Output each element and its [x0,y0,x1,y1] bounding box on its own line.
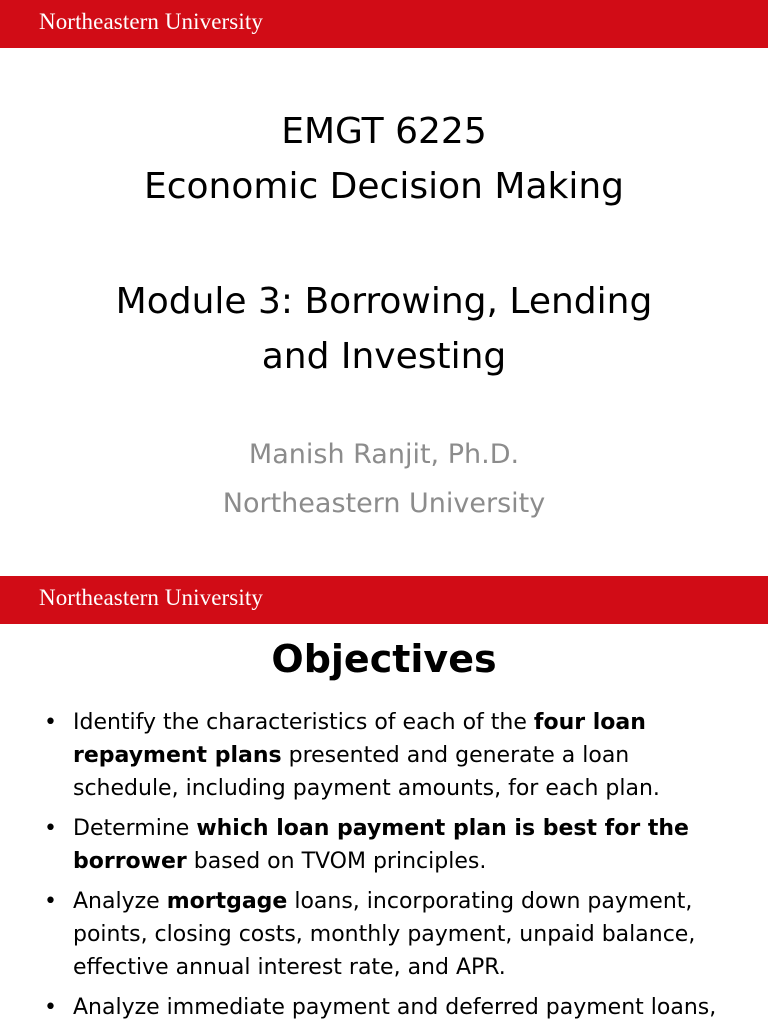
objective-emphasis: which loan payment plan is best for the borrower [73,816,689,874]
university-banner [0,0,768,48]
university-logo: Northeastern University [39,585,263,610]
objective-text: loans, incorporating down payment, points, closing costs, monthly payment, unpaid balance, effective annual interest rate, and APR. [73,889,696,980]
bullet-icon: • [44,995,57,1020]
university-banner [0,576,768,624]
bullet-icon: • [44,710,57,735]
course-name: Economic Decision Making [143,166,625,207]
author-name: Manish Ranjit, Ph.D. [248,439,520,470]
bullet-icon: • [44,889,57,914]
objective-text: Determine [73,816,197,841]
objective-item [0,812,768,878]
author-affiliation: Northeastern University [222,488,546,519]
objective-text: based on TVOM principles. [186,849,487,874]
objectives-slide [0,576,768,1024]
bullet-icon: • [44,816,57,841]
objective-text: presented and generate a loan schedule, including payment amounts, for each plan. [73,743,660,801]
objective-text: Analyze [73,889,167,914]
university-logo: Northeastern University [39,9,263,34]
objective-item [0,991,768,1024]
objective-item [0,706,768,805]
objective-text: Identify the characteristics of each of the [73,710,534,735]
module-title-line-1: Module 3: Borrowing, Lending [115,281,653,322]
objective-emphasis: mortgage [166,889,288,914]
objective-item [0,885,768,984]
objectives-heading: Objectives [271,637,497,681]
module-title-line-2: and Investing [261,336,507,377]
objective-emphasis: four loan repayment plans [73,710,646,768]
course-code: EMGT 6225 [281,111,487,152]
objectives-list [0,706,768,1024]
objective-text: Analyze immediate payment and deferred payment loans, [73,995,717,1020]
